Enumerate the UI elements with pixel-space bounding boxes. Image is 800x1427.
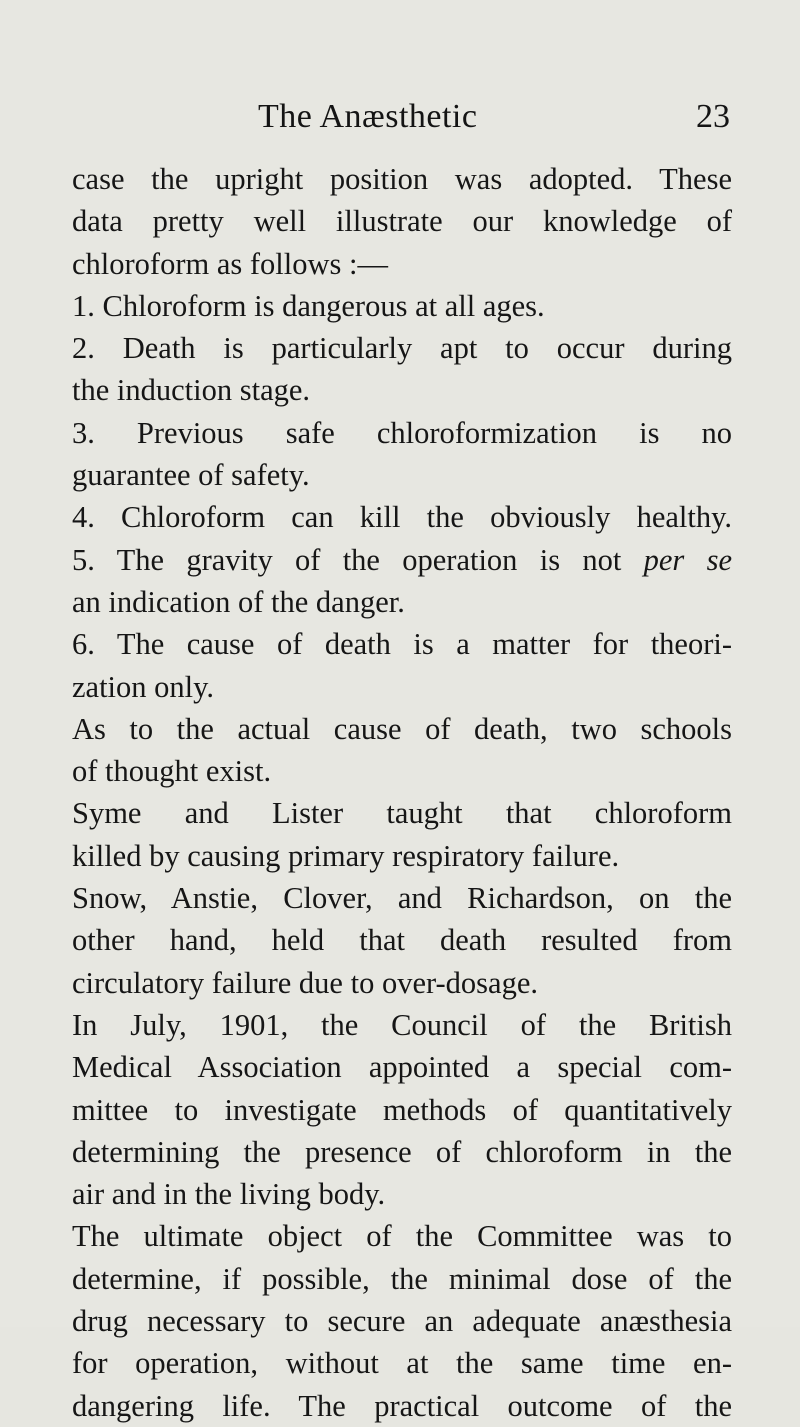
page-number: 23 bbox=[696, 98, 730, 135]
text-line: case the upright position was adopted. These bbox=[72, 162, 732, 196]
text-line: circulatory failure due to over-dosage. bbox=[72, 965, 539, 1000]
list-item-4: 4. Chloroform can kill the obviously healthy. bbox=[72, 500, 732, 535]
italic-latin-phrase: per se bbox=[643, 542, 732, 577]
text-line: guarantee of safety. bbox=[72, 458, 310, 493]
list-item-2: 2. Death is particularly apt to occur during bbox=[72, 331, 732, 366]
text-line: chloroform as follows :— bbox=[72, 246, 388, 281]
body-text bbox=[72, 158, 732, 1427]
text-line: data pretty well illustrate our knowledge of bbox=[72, 204, 732, 239]
paragraph-start: In July, 1901, the Council of the British bbox=[72, 1007, 732, 1042]
paragraph-start: Snow, Anstie, Clover, and Richardson, on the bbox=[72, 881, 732, 916]
running-title: The Anæsthetic bbox=[258, 98, 478, 135]
list-item-1: 1. Chloroform is dangerous at all ages. bbox=[72, 288, 545, 323]
list-item-6: 6. The cause of death is a matter for theori- bbox=[72, 627, 732, 662]
text-line: dangering life. The practical outcome of the bbox=[72, 1388, 732, 1423]
text-line: other hand, held that death resulted from bbox=[72, 923, 732, 958]
text-line: zation only. bbox=[72, 669, 215, 704]
text-line: of thought exist. bbox=[72, 754, 272, 789]
text-line: the induction stage. bbox=[72, 373, 311, 408]
text-line: determining the presence of chloroform in the bbox=[72, 1134, 732, 1169]
running-head bbox=[0, 98, 800, 142]
list-item-5 bbox=[72, 539, 732, 581]
text-line: determine, if possible, the minimal dose of the bbox=[72, 1261, 732, 1296]
text-line: Medical Association appointed a special com- bbox=[72, 1050, 732, 1085]
text-line: air and in the living body. bbox=[72, 1177, 386, 1212]
paragraph-start: As to the actual cause of death, two schools bbox=[72, 711, 732, 746]
text-line: mittee to investigate methods of quantitatively bbox=[72, 1092, 732, 1127]
text-run: 5. The gravity of the operation is not bbox=[72, 542, 622, 577]
list-item-3: 3. Previous safe chloroformization is no bbox=[72, 415, 732, 450]
text-line: drug necessary to secure an adequate anæsthesia bbox=[72, 1304, 732, 1339]
text-line: an indication of the danger. bbox=[72, 584, 405, 619]
paragraph-start: The ultimate object of the Committee was to bbox=[72, 1219, 732, 1254]
paragraph-start: Syme and Lister taught that chloroform bbox=[72, 796, 732, 831]
text-line: killed by causing primary respiratory failure. bbox=[72, 838, 620, 873]
text-line: for operation, without at the same time en- bbox=[72, 1346, 732, 1381]
